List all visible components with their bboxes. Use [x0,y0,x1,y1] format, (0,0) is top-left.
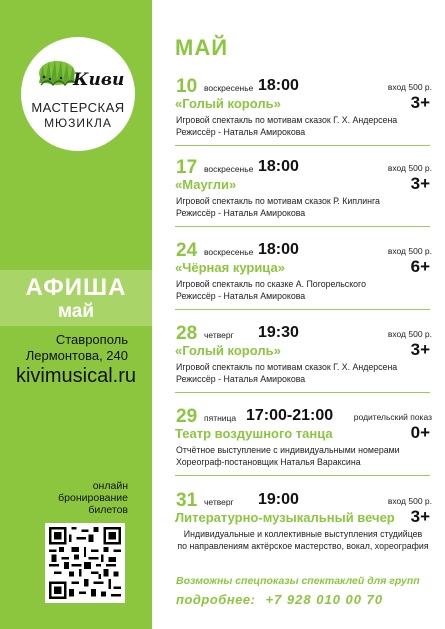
group-shows-note: Возможны спецпоказы спектаклей для групп [176,575,420,587]
event-card [174,323,432,385]
event-weekday: воскресенье [204,247,254,257]
event-title: «Чёрная курица» [175,260,285,275]
event-description [174,195,432,219]
event-day: 17 [176,157,198,178]
event-card [174,157,432,219]
event-day: 24 [176,240,198,261]
event-description [174,444,432,468]
event-weekday: четверг [204,497,234,507]
afisha-title: АФИША [25,274,127,301]
event-description-line: Режиссёр - Наталья Амирокова [176,291,306,301]
event-card [174,76,432,138]
event-weekday: четверг [204,330,234,340]
event-description-line: Хореограф-постановщик Наталья Вараксина [176,457,361,467]
address [0,332,128,364]
logo-wordmark: Киви [73,70,125,90]
event-time: 18:00 [258,241,299,258]
divider [175,226,430,227]
event-age-rating: 3+ [410,174,430,193]
divider [175,475,430,476]
event-description-line: Режиссёр - Наталья Амирокова [176,208,306,218]
event-title: «Маугли» [175,177,237,192]
event-description [174,114,432,138]
logo [21,37,135,151]
divider [175,145,430,146]
qr-code-icon [49,527,121,599]
event-price: вход 500 р. [387,82,432,92]
event-description [174,278,432,302]
afisha-banner [0,270,152,326]
event-card [174,406,432,468]
qr-code[interactable] [45,523,125,603]
phone-link[interactable]: +7 928 010 00 70 [265,592,384,607]
event-title: «Голый король» [175,343,281,358]
online-line: билетов [88,504,128,516]
event-description-line: Игровой спектакль по мотивам сказок Р. Киплинга [176,196,380,206]
divider [175,309,430,310]
online-booking-caption [0,480,128,516]
sidebar [0,0,152,629]
logo-subtitle-line1: МАСТЕРСКАЯ [31,100,125,115]
event-weekday: пятница [204,413,237,423]
event-price: вход 500 р. [387,246,432,256]
event-age-rating: 3+ [410,93,430,112]
event-day: 29 [176,406,198,427]
event-day: 10 [176,76,198,97]
event-description-line: по направлениям актёрское мастерство, вокал, хореография [177,541,429,551]
event-description [174,528,432,552]
logo-subtitle-line2: МЮЗИКЛА [44,116,112,130]
online-line: онлайн [92,480,128,492]
event-age-rating: 0+ [410,423,430,442]
event-card [174,240,432,302]
event-description-line: Индивидуальные и коллективные выступления студийцев [183,529,423,539]
event-description-line: Отчётное выступление с индивидуальными номерами [176,445,400,455]
event-description-line: Игровой спектакль по сказке А. Погорельского [176,279,366,289]
event-price: вход 500 р. [387,163,432,173]
contact-line [176,592,383,607]
event-price: вход 500 р. [387,329,432,339]
event-description [174,361,432,385]
event-title: Театр воздушного танца [175,426,333,441]
event-age-rating: 6+ [410,257,430,276]
event-price: родительский показ [353,412,432,422]
address-street: Лермонтова, 240 [25,348,128,363]
event-age-rating: 3+ [410,340,430,359]
event-time: 18:00 [258,158,299,175]
event-age-rating: 3+ [410,507,430,526]
event-title: Литературно-музыкальный вечер [175,510,395,525]
website-link[interactable]: kivimusical.ru [15,365,137,387]
event-weekday: воскресенье [204,164,254,174]
event-description-line: Игровой спектакль по мотивам сказок Г. Х. Андерсена [176,362,398,372]
event-time: 19:30 [258,324,299,341]
event-price: вход 500 р. [387,496,432,506]
address-city: Ставрополь [55,332,128,347]
event-description-line: Режиссёр - Наталья Амирокова [176,127,306,137]
divider [175,392,430,393]
event-day: 31 [176,490,198,511]
more-label: подробнее: [176,592,256,607]
online-line: бронирование [58,492,128,504]
event-time: 19:00 [258,491,299,508]
event-title: «Голый король» [175,96,281,111]
event-time: 18:00 [258,77,299,94]
month-heading: МАЙ [175,35,229,60]
event-time: 17:00-21:00 [246,407,334,424]
event-day: 28 [176,323,198,344]
event-description-line: Режиссёр - Наталья Амирокова [176,374,306,384]
event-weekday: воскресенье [204,83,254,93]
event-description-line: Игровой спектакль по мотивам сказок Г. Х. Андерсена [176,115,398,125]
afisha-month: май [57,301,95,322]
event-card [174,490,432,552]
